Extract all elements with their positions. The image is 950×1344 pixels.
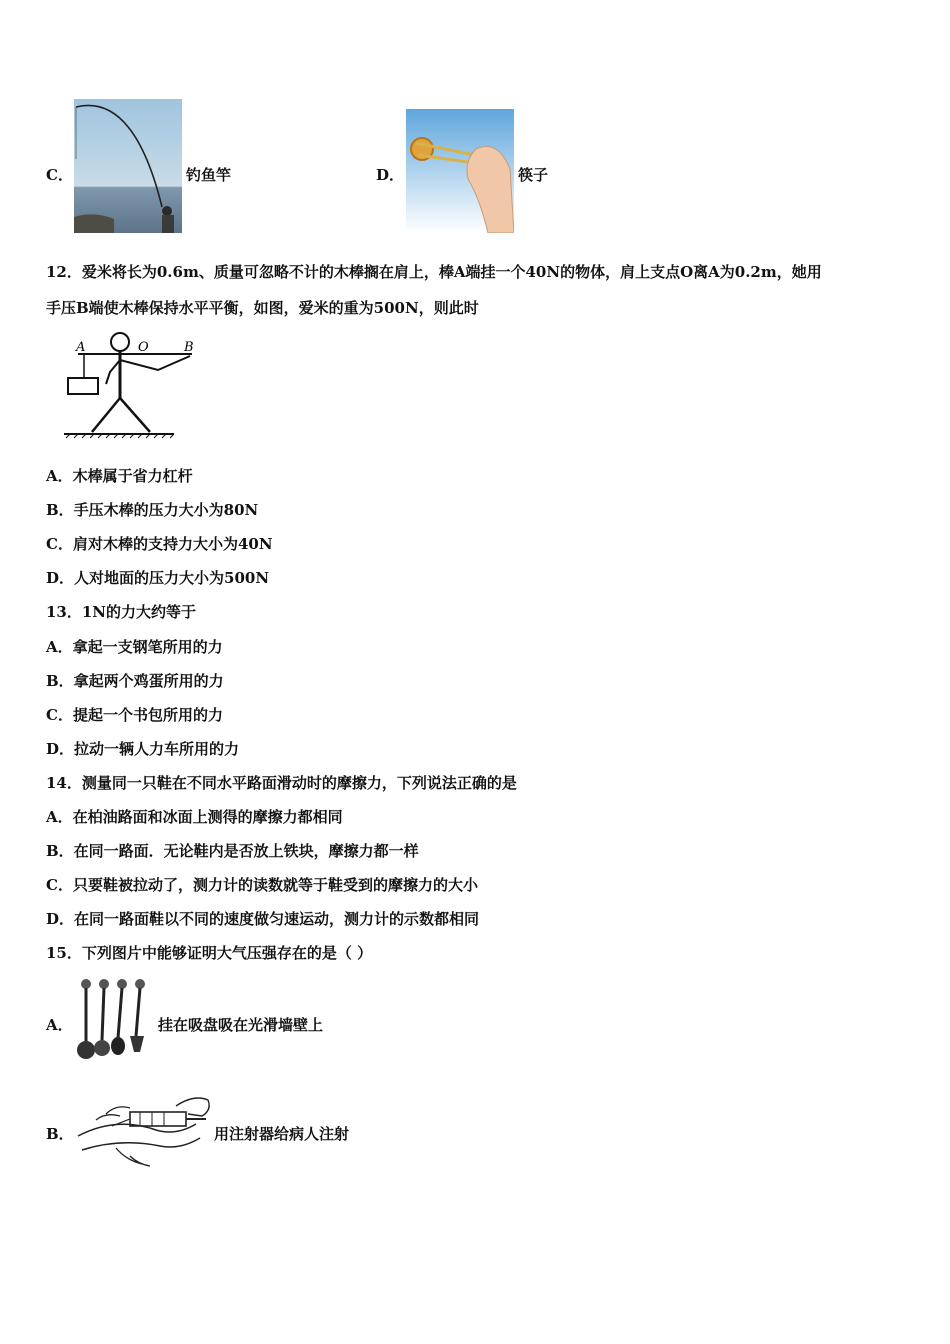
q12-option-b: B．手压木棒的压力大小为80N — [46, 501, 259, 519]
q14-option-c: C．只要鞋被拉动了，测力计的读数就等于鞋受到的摩擦力的大小 — [46, 876, 478, 894]
q14-option-b: B．在同一路面．无论鞋内是否放上铁块，摩擦力都一样 — [46, 842, 419, 860]
q11-option-d-caption: 筷子 — [518, 166, 549, 184]
q13-option-c: C．提起一个书包所用的力 — [46, 706, 223, 724]
suction-hooks-image — [74, 978, 154, 1062]
q15-stem: 15．下列图片中能够证明大气压强存在的是（ ） — [46, 944, 373, 962]
q14-option-a: A．在柏油路面和冰面上测得的摩擦力都相同 — [46, 808, 343, 826]
q13-option-d: D．拉动一辆人力车所用的力 — [46, 740, 240, 758]
q12-option-c: C．肩对木棒的支持力大小为40N — [46, 535, 273, 553]
lever-figure — [62, 332, 202, 440]
q13-option-a: A．拿起一支钢笔所用的力 — [46, 638, 223, 656]
fishing-rod-image — [74, 99, 182, 233]
figure-label-a: A — [76, 340, 86, 355]
q11-option-c-label: C． — [46, 166, 73, 184]
q11-option-d-label: D． — [376, 166, 405, 184]
q11-option-c-caption: 钓鱼竿 — [186, 166, 232, 184]
q14-stem: 14．测量同一只鞋在不同水平路面滑动时的摩擦力，下列说法正确的是 — [46, 774, 517, 792]
figure-label-o: O — [138, 340, 149, 355]
q12-stem-line1: 12．爱米将长为0.6m、质量可忽略不计的木棒搁在肩上，棒A端挂一个40N的物体，肩上支点O离A为0.2m，她用 — [46, 263, 822, 281]
q13-stem: 13．1N的力大约等于 — [46, 603, 197, 621]
q12-option-d: D．人对地面的压力大小为500N — [46, 569, 270, 587]
q12-option-a: A．木棒属于省力杠杆 — [46, 467, 193, 485]
syringe-injection-image — [76, 1086, 212, 1168]
q15-option-a-label: A． — [46, 1016, 73, 1034]
q15-option-b-caption: 用注射器给病人注射 — [214, 1125, 350, 1143]
q14-option-d: D．在同一路面鞋以不同的速度做匀速运动，测力计的示数都相同 — [46, 910, 480, 928]
chopsticks-image — [406, 109, 514, 233]
q15-option-b-label: B． — [46, 1125, 74, 1143]
q13-option-b: B．拿起两个鸡蛋所用的力 — [46, 672, 224, 690]
q15-option-a-caption: 挂在吸盘吸在光滑墙壁上 — [158, 1016, 324, 1034]
figure-label-b: B — [184, 340, 194, 355]
q12-stem-line2: 手压B端使木棒保持水平平衡，如图，爱米的重为500N，则此时 — [46, 299, 479, 317]
